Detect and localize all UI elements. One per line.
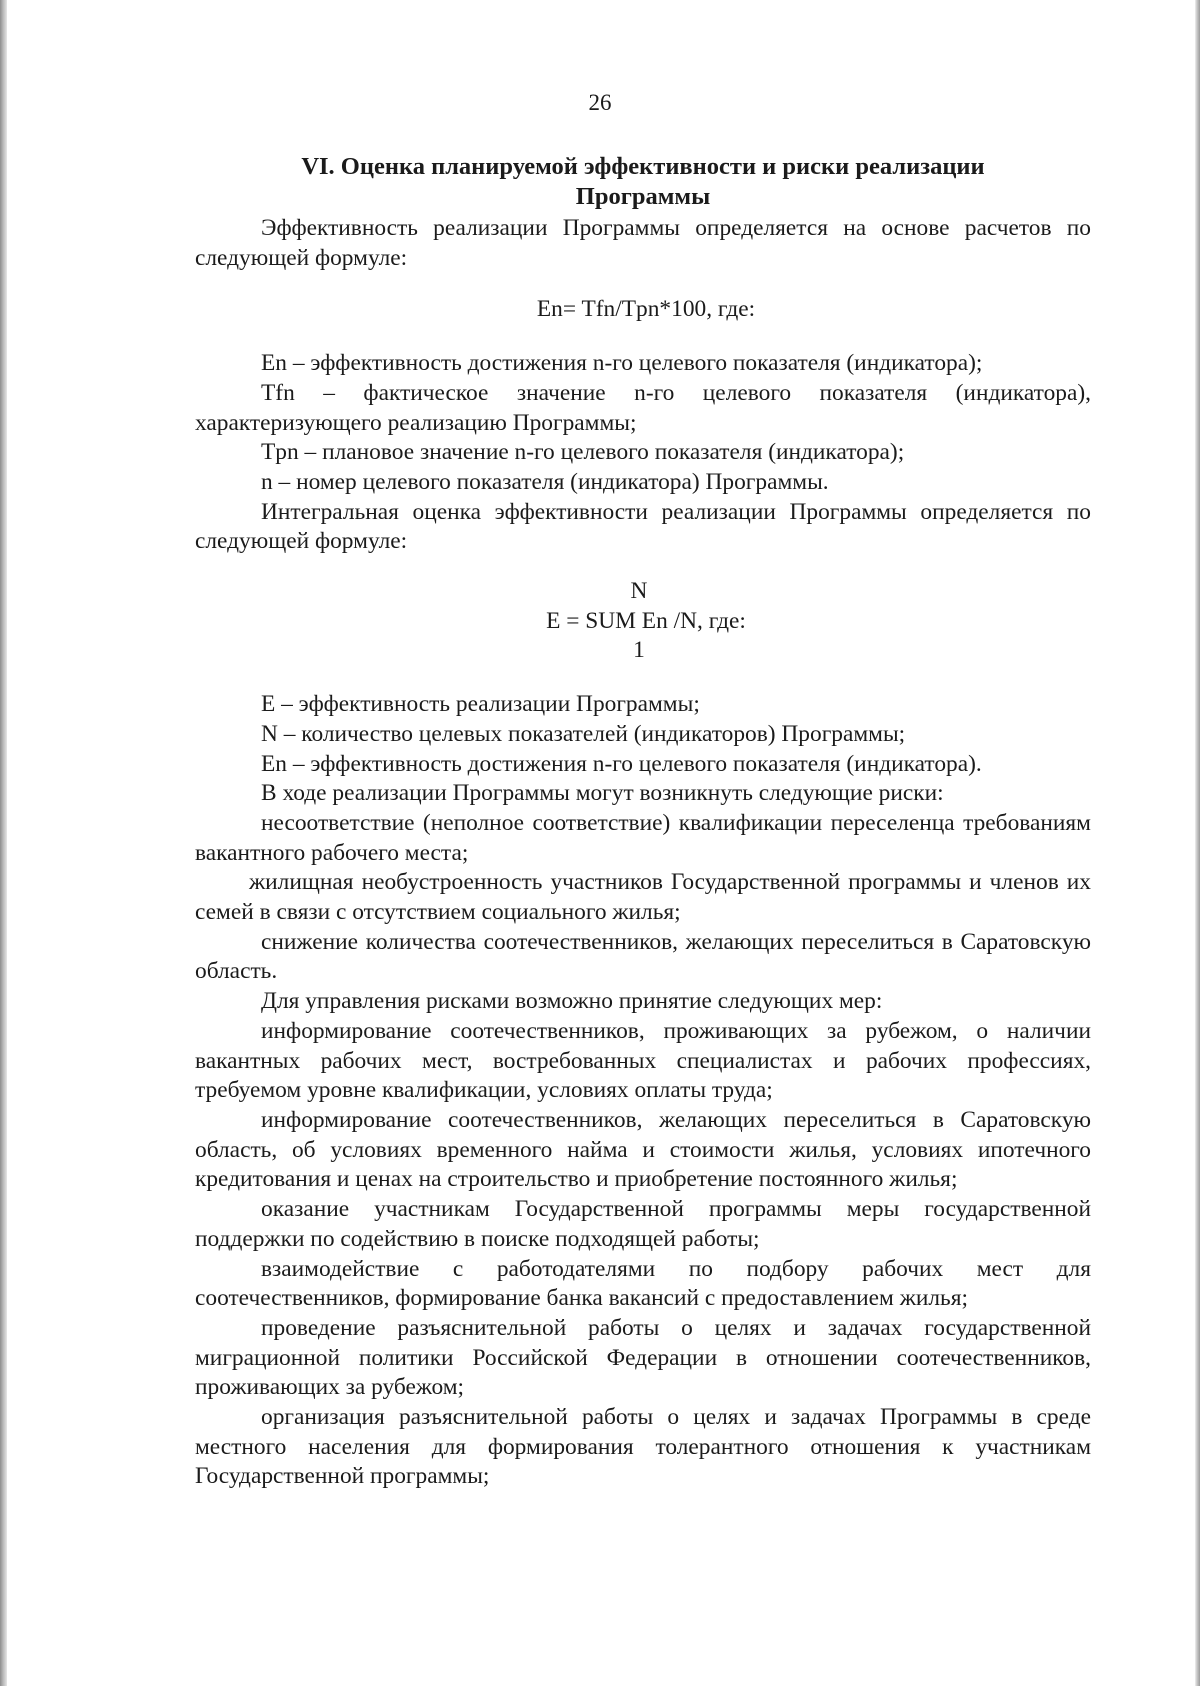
risk-item: несоответствие (неполное соответствие) квалификации переселенца требованиям вакантного рабочего места; xyxy=(195,809,1091,866)
definition-n: n – номер целевого показателя (индикатора) Программы. xyxy=(261,468,829,495)
measure-item: проведение разъяснительной работы о целях и задачах государственной миграционной политики Российской Федерации в отношении соотечественников, проживающих за рубежом; xyxy=(195,1314,1091,1401)
risk-item: снижение количества соотечественников, желающих переселиться в Саратовскую область. xyxy=(195,928,1091,985)
measure-item: оказание участникам Государственной программы меры государственной поддержки по содействию в поиске подходящей работы; xyxy=(195,1196,1091,1252)
document-body xyxy=(195,152,1091,1492)
section-heading-line-1: VI. Оценка планируемой эффективности и риски реализации xyxy=(301,153,985,180)
definition-en-repeat: En – эффективность достижения n-го целевого показателя (индикатора). xyxy=(261,750,982,777)
measures-intro-paragraph: Для управления рисками возможно принятие следующих мер: xyxy=(261,988,883,1015)
integral-formula xyxy=(195,577,1091,666)
definition-en: En – эффективность достижения n-го целевого показателя (индикатора); xyxy=(261,350,983,377)
section-heading xyxy=(195,152,1091,212)
scan-edge-right xyxy=(1195,0,1200,1686)
risk-item: жилищная необустроенность участников Государственной программы и членов их семей в связи с отсутствием социального жилья; xyxy=(195,869,1091,926)
measure-item: информирование соотечественников, желающих переселиться в Саратовскую область, об условиях временного найма и стоимости жилья, условиях ипотечного кредитования и ценах на строительство и приобретение постоянного жилья; xyxy=(195,1106,1091,1193)
risks-intro-paragraph: В ходе реализации Программы могут возникнуть следующие риски: xyxy=(261,780,944,807)
measure-item: информирование соотечественников, проживающих за рубежом, о наличии вакантных рабочих мест, востребованных специалистах и рабочих профессиях, требуемом уровне квалификации, условиях оплаты труда; xyxy=(195,1017,1091,1104)
definition-tfn: Tfn – фактическое значение n-го целевого показателя (индикатора), характеризующего реализацию Программы; xyxy=(195,379,1091,436)
page-number: 26 xyxy=(588,90,612,115)
scan-edge-left xyxy=(0,0,7,1686)
efficiency-formula: En= Tfn/Tpn*100, где: xyxy=(536,296,756,323)
definition-n-count: N – количество целевых показателей (индикаторов) Программы; xyxy=(261,720,906,747)
measure-item: взаимодействие с работодателями по подбору рабочих мест для соотечественников, формирование банка вакансий с предоставлением жилья; xyxy=(195,1255,1091,1312)
integral-formula-lower-limit: 1 xyxy=(633,637,645,664)
intro-paragraph: Эффективность реализации Программы определяется на основе расчетов по следующей формуле: xyxy=(195,215,1091,271)
definition-e: E – эффективность реализации Программы; xyxy=(261,691,700,718)
measure-item: организация разъяснительной работы о целях и задачах Программы в среде местного населения для формирования толерантного отношения к участникам Государственной программы; xyxy=(195,1404,1091,1490)
section-heading-line-2: Программы xyxy=(575,183,711,210)
integral-intro-paragraph: Интегральная оценка эффективности реализации Программы определяется по следующей формуле: xyxy=(195,498,1091,555)
definition-tpn: Tpn – плановое значение n-го целевого показателя (индикатора); xyxy=(261,439,905,466)
integral-formula-expression: E = SUM En /N, где: xyxy=(546,607,746,634)
integral-formula-upper-limit: N xyxy=(630,578,648,605)
